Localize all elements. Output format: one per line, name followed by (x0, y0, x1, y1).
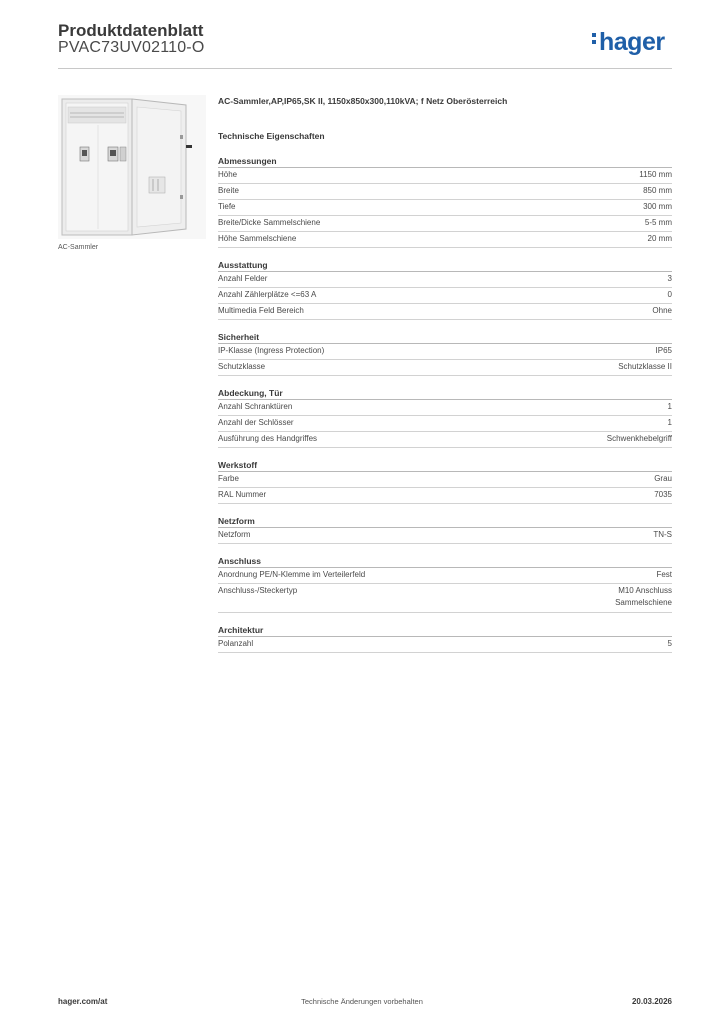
spec-label: Schutzklasse (218, 362, 266, 371)
section-abdeckung-tuer (218, 385, 672, 448)
spec-row (218, 184, 672, 200)
spec-label: Anordnung PE/N-Klemme im Verteilerfeld (218, 570, 366, 579)
section-title: Netzform (218, 513, 672, 528)
section-netzform (218, 513, 672, 544)
spec-row (218, 400, 672, 416)
spec-label: Anzahl Felder (218, 274, 268, 283)
footer-notice: Technische Änderungen vorbehalten (301, 997, 423, 1006)
section-title: Anschluss (218, 553, 672, 568)
spec-label: Anschluss-/Steckertyp (218, 586, 298, 595)
spec-row (218, 568, 672, 584)
spec-row (218, 416, 672, 432)
product-image (58, 95, 206, 239)
spec-label: Ausführung des Handgriffes (218, 434, 318, 443)
section-title: Abmessungen (218, 153, 672, 168)
page-title: Produktdatenblatt (58, 21, 204, 40)
spec-label: Anzahl Zählerplätze <=63 A (218, 290, 317, 299)
spec-row (218, 637, 672, 653)
product-code: PVAC73UV02110-O (58, 39, 205, 56)
section-werkstoff (218, 457, 672, 504)
spec-row (218, 304, 672, 320)
spec-label: Höhe (218, 170, 238, 179)
hager-logo (592, 28, 665, 57)
spec-row (218, 272, 672, 288)
section-sicherheit (218, 329, 672, 376)
section-abmessungen (218, 153, 672, 248)
spec-row (218, 288, 672, 304)
header-divider (58, 68, 672, 69)
spec-value: 5-5 mm (644, 218, 672, 227)
spec-row (218, 168, 672, 184)
spec-label: Anzahl der Schlösser (218, 418, 294, 427)
cabinet-illustration-icon (58, 95, 206, 239)
spec-row (218, 232, 672, 248)
spec-label: Höhe Sammelschiene (218, 234, 297, 243)
section-title: Abdeckung, Tür (218, 385, 672, 400)
spec-value: Schwenkhebelgriff (606, 434, 672, 443)
spec-value: Fest (656, 570, 672, 579)
spec-value: IP65 (655, 346, 672, 355)
spec-value: 0 (667, 290, 672, 299)
spec-value: M10 Anschluss Sammelschiene (615, 586, 672, 607)
footer-date: 20.03.2026 (631, 997, 672, 1006)
spec-label: RAL Nummer (218, 490, 267, 499)
spec-row (218, 432, 672, 448)
spec-row (218, 344, 672, 360)
spec-value: Grau (654, 474, 672, 483)
footer-website-link[interactable]: hager.com/at (58, 997, 108, 1006)
product-description: AC-Sammler,AP,IP65,SK II, 1150x850x300,110kVA; f Netz Oberösterreich (218, 96, 508, 106)
spec-label: IP-Klasse (Ingress Protection) (218, 346, 325, 355)
technical-properties-title: Technische Eigenschaften (218, 131, 325, 141)
spec-value: 5 (667, 639, 672, 648)
spec-label: Breite/Dicke Sammelschiene (218, 218, 321, 227)
spec-value: 7035 (654, 490, 672, 499)
spec-row (218, 200, 672, 216)
spec-value: 20 mm (647, 234, 672, 243)
spec-value: Schutzklasse II (618, 362, 672, 371)
spec-label: Tiefe (218, 202, 236, 211)
section-title: Werkstoff (218, 457, 672, 472)
image-caption: AC-Sammler (58, 244, 99, 251)
spec-row (218, 488, 672, 504)
logo-dots-icon (592, 30, 597, 47)
section-title: Sicherheit (218, 329, 672, 344)
spec-label: Netzform (218, 530, 251, 539)
logo-text: hager (599, 28, 665, 56)
spec-value: 850 mm (643, 186, 672, 195)
spec-label: Anzahl Schranktüren (218, 402, 293, 411)
spec-value: 300 mm (643, 202, 672, 211)
section-title: Ausstattung (218, 257, 672, 272)
spec-label: Polanzahl (218, 639, 254, 648)
spec-value: 1 (667, 418, 672, 427)
spec-value: 1150 mm (639, 170, 672, 179)
spec-label: Farbe (218, 474, 239, 483)
spec-row (218, 584, 672, 613)
section-title: Architektur (218, 622, 672, 637)
section-ausstattung (218, 257, 672, 320)
spec-label: Breite (218, 186, 239, 195)
spec-row (218, 472, 672, 488)
section-architektur (218, 622, 672, 653)
spec-row (218, 528, 672, 544)
section-anschluss (218, 553, 672, 613)
spec-value: 3 (667, 274, 672, 283)
spec-row (218, 360, 672, 376)
spec-value: 1 (667, 402, 672, 411)
spec-value: Ohne (652, 306, 672, 315)
spec-value: TN-S (653, 530, 672, 539)
spec-row (218, 216, 672, 232)
spec-sections (218, 153, 672, 662)
spec-label: Multimedia Feld Bereich (218, 306, 304, 315)
